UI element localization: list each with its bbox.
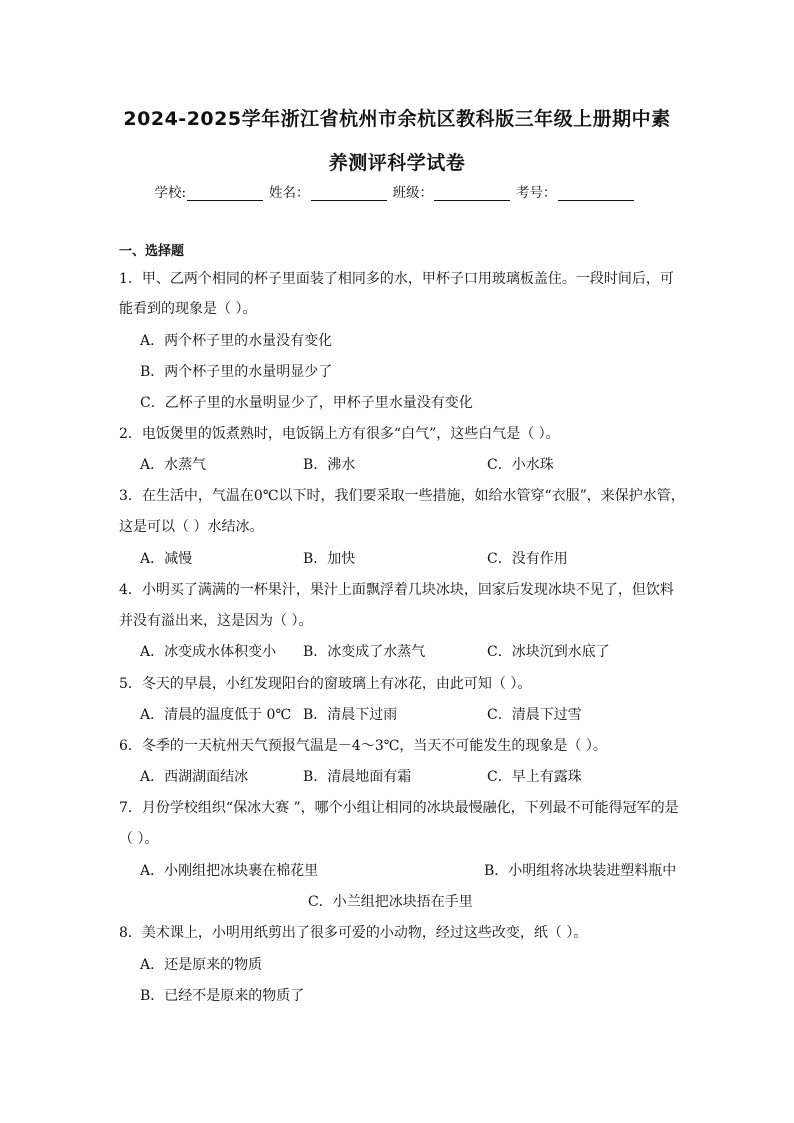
- question-1-option-b[interactable]: B．两个杯子里的水量明显少了: [140, 364, 333, 380]
- exam-number-label: 考号：: [516, 185, 557, 201]
- school-field: [154, 181, 263, 201]
- class-field: [393, 181, 511, 201]
- student-info-row: [0, 181, 794, 201]
- question-2-text: 2．电饭煲里的饭煮熟时，电饭锅上方有很多“白气”，这些白气是（ ）。: [119, 426, 560, 442]
- question-4-text-cont: 并没有溢出来，这是因为（ ）。: [119, 613, 313, 629]
- question-6-option-c[interactable]: C．早上有露珠: [487, 769, 582, 785]
- exam-title-line-1: 2024-2025学年浙江省杭州市余杭区教科版三年级上册期中素: [123, 108, 671, 130]
- question-7-text-cont: （ ）。: [119, 831, 159, 847]
- question-2-option-a[interactable]: A．水蒸气: [140, 457, 207, 473]
- question-4-option-c[interactable]: C．冰块沉到水底了: [487, 644, 610, 660]
- question-1-option-c[interactable]: C．乙杯子里的水量明显少了，甲杯子里水量没有变化: [140, 395, 473, 411]
- question-8-text: 8．美术课上，小明用纸剪出了很多可爱的小动物，经过这些改变，纸（ ）。: [119, 925, 588, 941]
- question-6-option-a[interactable]: A．西湖湖面结冰: [140, 769, 249, 785]
- school-label: 学校:: [154, 185, 187, 201]
- school-blank[interactable]: [187, 186, 263, 201]
- section-heading: 一、选择题: [119, 244, 185, 259]
- question-5-option-a[interactable]: A．清晨的温度低于 0℃: [140, 707, 292, 723]
- exam-title-line-2: 养测评科学试卷: [328, 152, 466, 174]
- question-8-option-b[interactable]: B．已经不是原来的物质了: [140, 988, 305, 1004]
- question-7-text: 7．月份学校组织“保冰大赛 ”，哪个小组让相同的冰块最慢融化，下列最不可能得冠军的是: [119, 800, 679, 816]
- question-4-option-b[interactable]: B．冰变成了水蒸气: [303, 644, 426, 660]
- question-1-option-a[interactable]: A．两个杯子里的水量没有变化: [140, 333, 333, 349]
- question-5-option-c[interactable]: C．清晨下过雪: [487, 707, 582, 723]
- question-6-text: 6．冬季的一天杭州天气预报气温是－4～3℃，当天不可能发生的现象是（ ）。: [119, 738, 607, 754]
- question-2-option-b[interactable]: B．沸水: [303, 457, 356, 473]
- question-3-option-a[interactable]: A．减慢: [140, 551, 193, 567]
- name-label: 姓名：: [269, 185, 310, 201]
- question-8-option-a[interactable]: A．还是原来的物质: [140, 957, 263, 973]
- question-7-option-c[interactable]: C．小兰组把冰块捂在手里: [308, 894, 473, 910]
- question-3-option-b[interactable]: B．加快: [303, 551, 356, 567]
- class-label: 班级：: [392, 185, 434, 201]
- name-blank[interactable]: [311, 186, 387, 201]
- exam-number-field: [516, 181, 634, 201]
- name-field: [269, 181, 387, 201]
- question-5-text: 5．冬天的早晨，小红发现阳台的窗玻璃上有冰花，由此可知（ ）。: [119, 676, 532, 692]
- question-4-option-a[interactable]: A．冰变成水体积变小: [140, 644, 277, 660]
- exam-number-blank[interactable]: [558, 186, 634, 201]
- question-3-option-c[interactable]: C．没有作用: [487, 551, 568, 567]
- question-1-text-cont: 能看到的现象是（ ）。: [119, 301, 257, 317]
- question-7-option-a[interactable]: A．小刚组把冰块裹在棉花里: [140, 863, 319, 879]
- question-4-text: 4．小明买了满满的一杯果汁，果汁上面飘浮着几块冰块，回家后发现冰块不见了，但饮料: [119, 582, 674, 598]
- question-1-text: 1．甲、乙两个相同的杯子里面装了相同多的水，甲杯子口用玻璃板盖住。一段时间后，可: [119, 271, 674, 287]
- question-7-option-b[interactable]: B．小明组将冰块装进塑料瓶中: [484, 863, 677, 879]
- question-6-option-b[interactable]: B．清晨地面有霜: [303, 769, 412, 785]
- question-5-option-b[interactable]: B．清晨下过雨: [303, 707, 398, 723]
- question-3-text: 3．在生活中，气温在0℃以下时，我们要采取一些措施，如给水管穿“衣服”，来保护水管，: [119, 488, 685, 504]
- question-3-text-cont: 这是可以（ ）水结冰。: [119, 519, 264, 535]
- question-2-option-c[interactable]: C．小水珠: [487, 457, 554, 473]
- class-blank[interactable]: [434, 186, 510, 201]
